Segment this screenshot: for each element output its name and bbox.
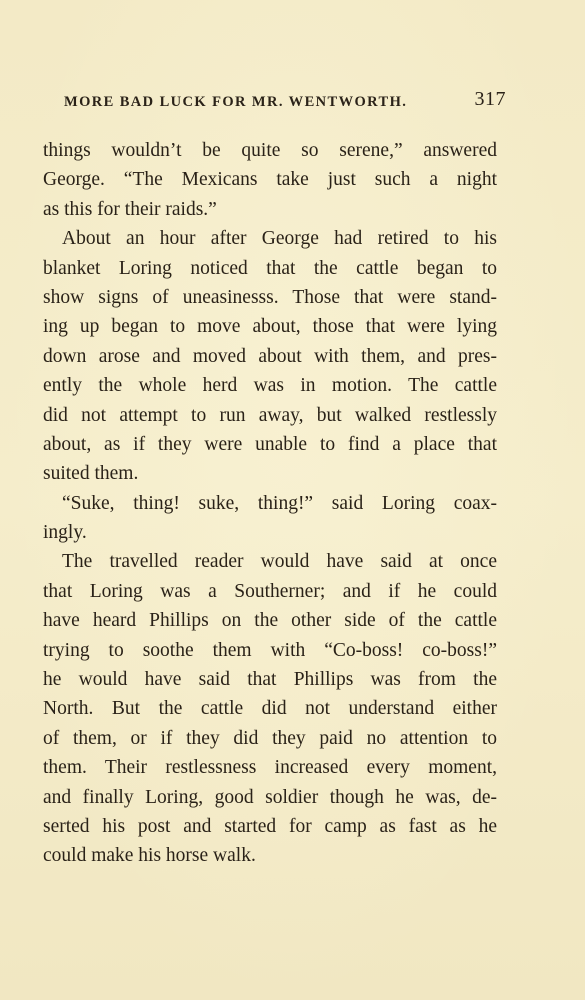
chapter-running-title: MORE BAD LUCK FOR MR. WENTWORTH. bbox=[64, 94, 408, 110]
text-line: blanket Loring noticed that the cattle began to bbox=[43, 257, 497, 279]
text-line: that Loring was a Southerner; and if he could bbox=[43, 580, 497, 602]
text-line: have heard Phillips on the other side of the cattle bbox=[43, 610, 497, 632]
text-line: ing up began to move about, those that were lying bbox=[43, 316, 497, 338]
text-line: ently the whole herd was in motion. The cattle bbox=[43, 375, 497, 397]
text-line: of them, or if they did they paid no attention to bbox=[43, 727, 497, 749]
text-line: suited them. bbox=[43, 463, 139, 485]
text-line: things wouldn’t be quite so serene,” answered bbox=[43, 140, 497, 161]
text-line: The travelled reader would have said at once bbox=[62, 551, 497, 573]
text-line: down arose and moved about with them, and pres- bbox=[43, 345, 497, 367]
text-line: and finally Loring, good soldier though he was, de- bbox=[43, 786, 497, 808]
text-line: ingly. bbox=[43, 522, 87, 544]
page-number: 317 bbox=[474, 88, 506, 110]
text-line: show signs of uneasinesss. Those that were stand- bbox=[43, 286, 497, 308]
running-head bbox=[64, 88, 504, 118]
text-line: George. “The Mexicans take just such a night bbox=[43, 169, 497, 191]
text-line: could make his horse walk. bbox=[43, 845, 256, 867]
text-line: trying to soothe them with “Co-boss! co-boss!” bbox=[43, 639, 497, 661]
text-line: them. Their restlessness increased every moment, bbox=[43, 757, 497, 779]
text-line: he would have said that Phillips was from the bbox=[43, 669, 497, 691]
text-line: About an hour after George had retired to his bbox=[62, 228, 497, 250]
text-line: “Suke, thing! suke, thing!” said Loring coax- bbox=[62, 492, 497, 514]
body-text bbox=[43, 136, 497, 871]
text-line: as this for their raids.” bbox=[43, 198, 217, 220]
text-line: serted his post and started for camp as fast as he bbox=[43, 815, 497, 837]
text-line: about, as if they were unable to find a place that bbox=[43, 433, 497, 455]
text-line: North. But the cattle did not understand either bbox=[43, 698, 497, 720]
text-line: did not attempt to run away, but walked restlessly bbox=[43, 404, 497, 426]
